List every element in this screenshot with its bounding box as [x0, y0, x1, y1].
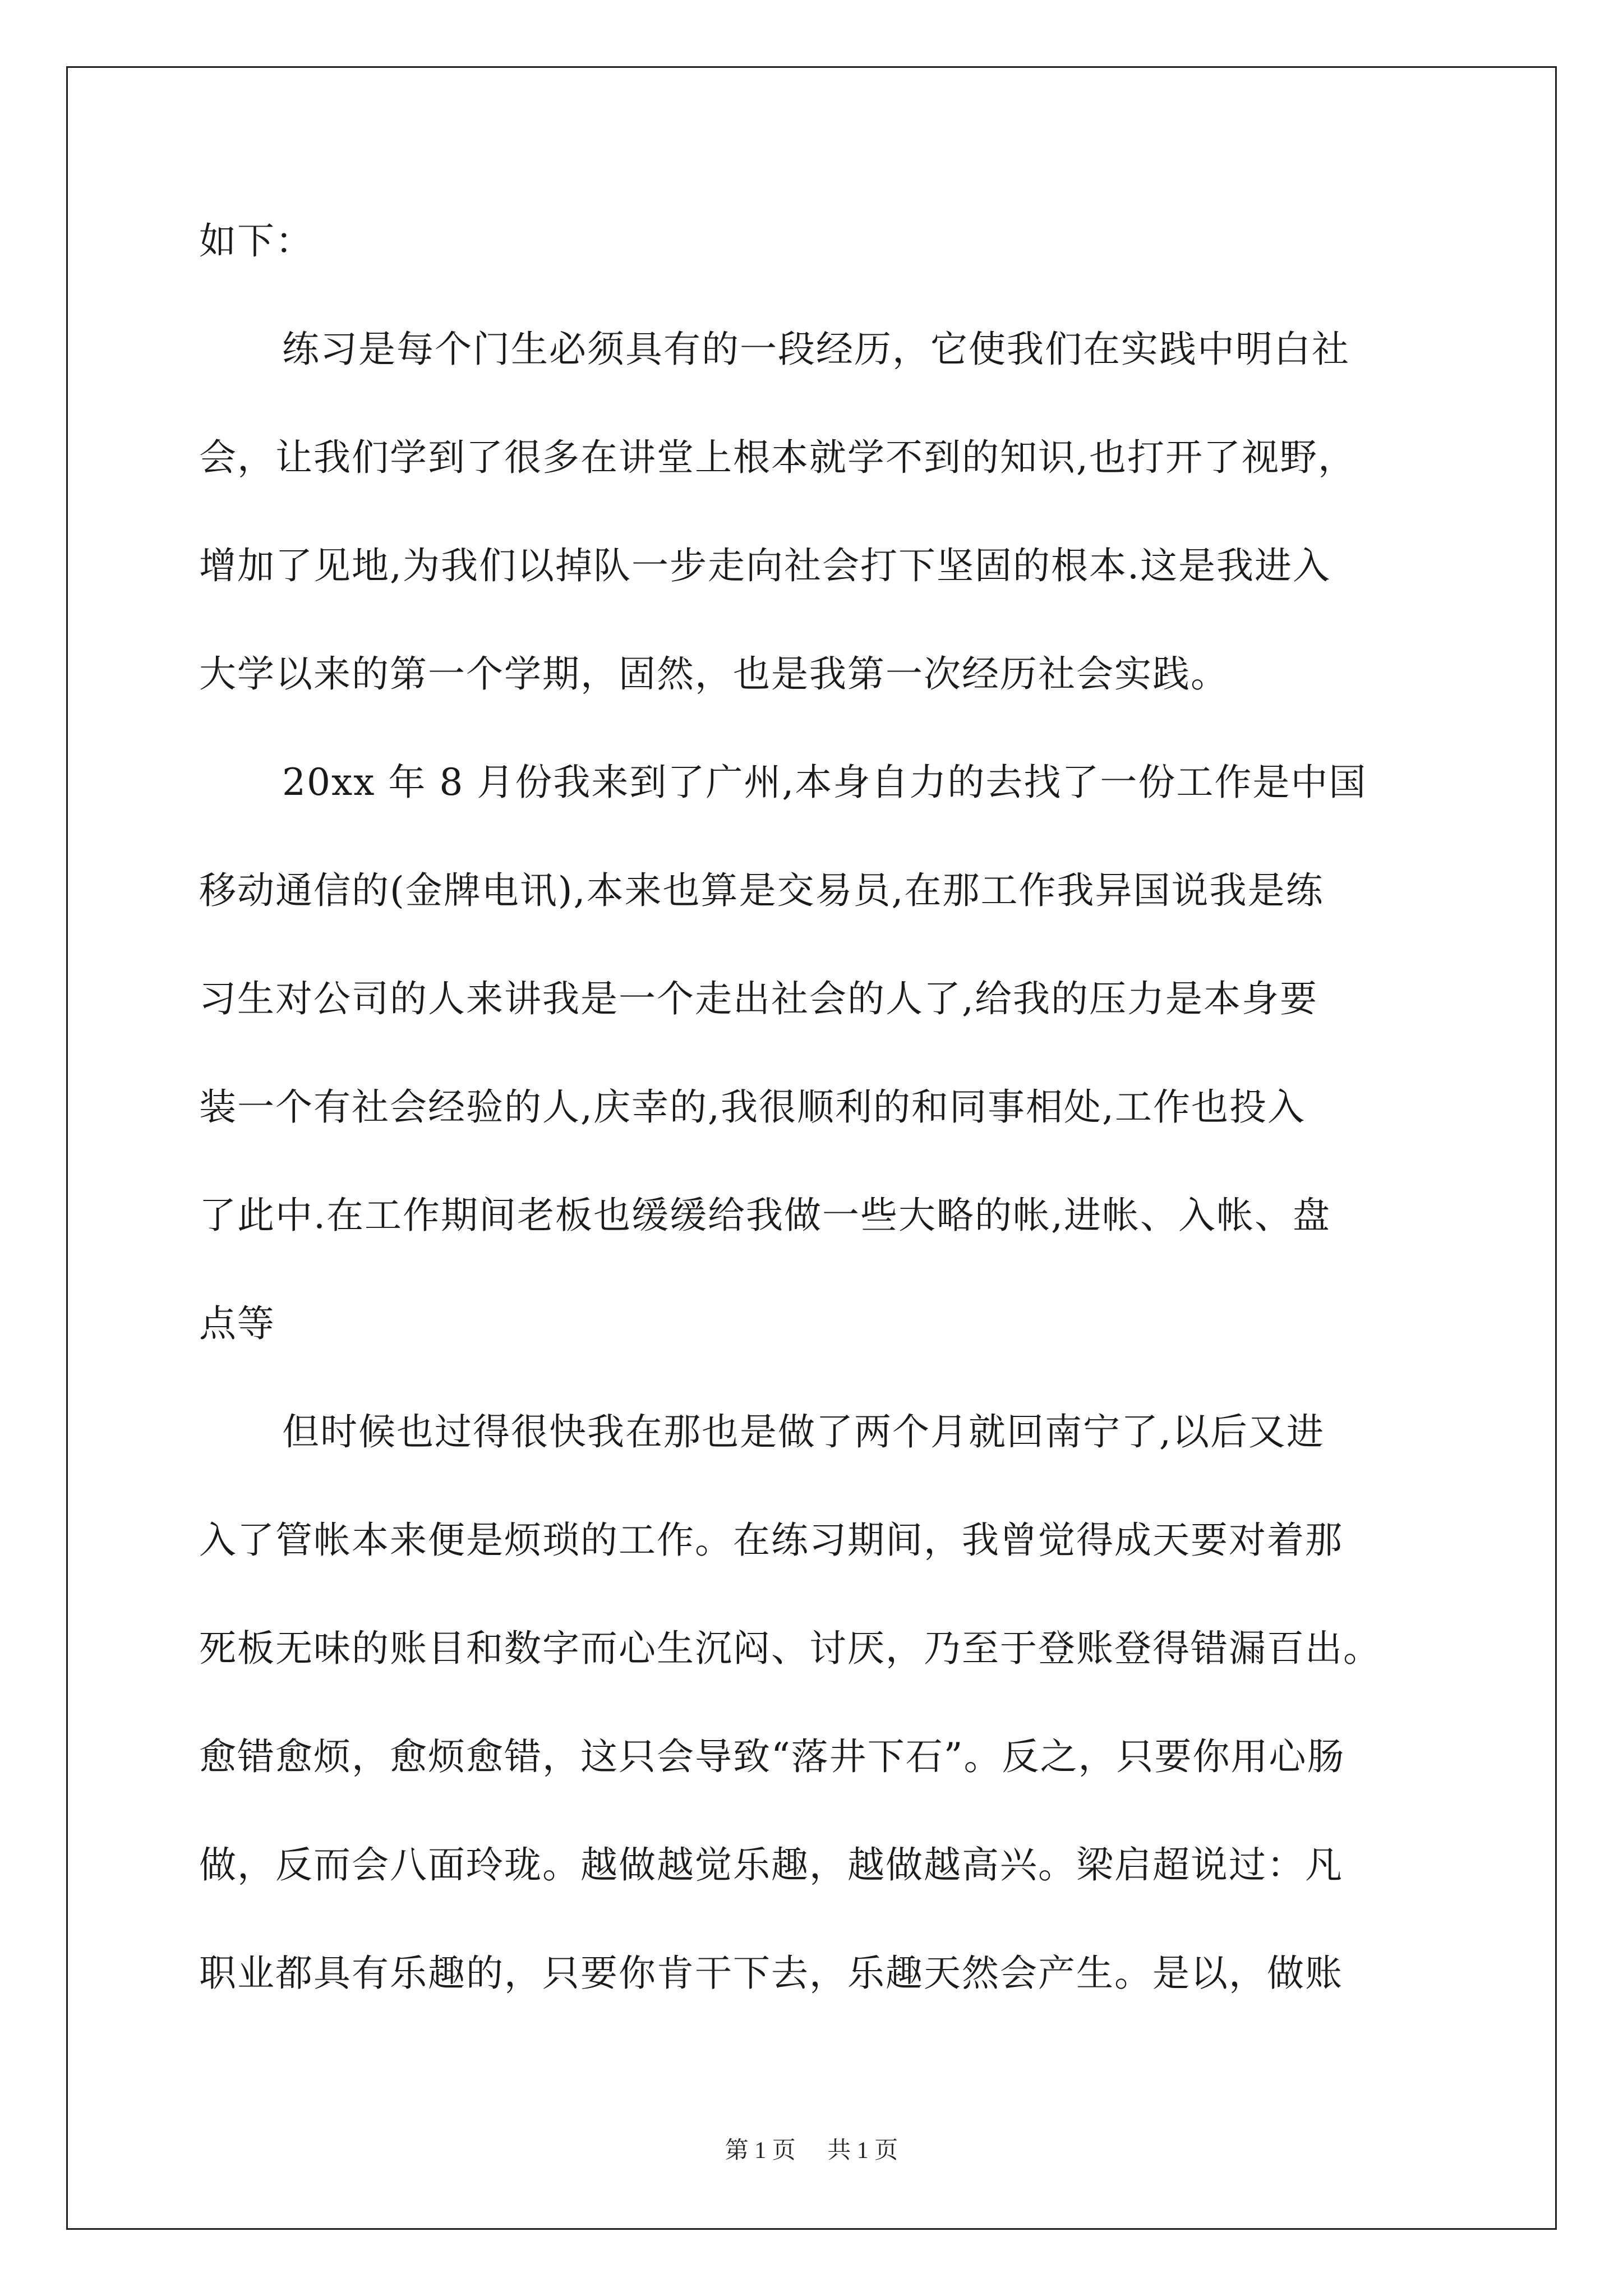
text-line-7: 移动通信的(金牌电讯),本来也算是交易员,在那工作我异国说我是练 — [199, 869, 1324, 912]
page-total: 共 1 页 — [827, 2138, 898, 2164]
text-line-15: 愈错愈烦，愈烦愈错，这只会导致“落井下石”。反之，只要你用心肠 — [199, 1735, 1345, 1778]
text-line-1: 如下： — [199, 219, 313, 263]
text-line-13: 入了管帐本来便是烦琐的工作。在练习期间，我曾觉得成天要对着那 — [199, 1519, 1343, 1562]
text-line-16: 做，反而会八面玲珑。越做越觉乐趣，越做越高兴。梁启超说过：凡 — [199, 1843, 1343, 1887]
text-line-6: 20xx 年 8 月份我来到了广州,本身自力的去找了一份工作是中国 — [282, 761, 1367, 804]
text-line-8: 习生对公司的人来讲我是一个走出社会的人了,给我的压力是本身要 — [199, 977, 1318, 1020]
text-line-11: 点等 — [199, 1302, 275, 1345]
text-line-4: 增加了见地,为我们以掉队一步走向社会打下坚固的根本.这是我进入 — [199, 544, 1331, 587]
text-line-2: 练习是每个门生必须具有的一段经历，它使我们在实践中明白社 — [282, 328, 1350, 371]
text-line-5: 大学以来的第一个学期，固然，也是我第一次经历社会实践。 — [199, 652, 1229, 696]
text-line-12: 但时候也过得很快我在那也是做了两个月就回南宁了,以后又进 — [282, 1410, 1325, 1453]
text-line-9: 装一个有社会经验的人,庆幸的,我很顺利的和同事相处,工作也投入 — [199, 1085, 1306, 1129]
document-body — [199, 208, 1433, 2048]
text-line-17: 职业都具有乐趣的，只要你肯干下去，乐趣天然会产生。是以，做账 — [199, 1952, 1343, 1995]
page-footer — [0, 2132, 1623, 2165]
page-number: 第 1 页 — [725, 2138, 796, 2164]
text-line-14: 死板无味的账目和数字而心生沉闷、讨厌，乃至于登账登得错漏百出。 — [199, 1627, 1381, 1670]
text-line-10: 了此中.在工作期间老板也缓缓给我做一些大略的帐,进帐、入帐、盘 — [199, 1194, 1331, 1237]
text-line-3: 会，让我们学到了很多在讲堂上根本就学不到的知识,也打开了视野， — [199, 436, 1356, 479]
